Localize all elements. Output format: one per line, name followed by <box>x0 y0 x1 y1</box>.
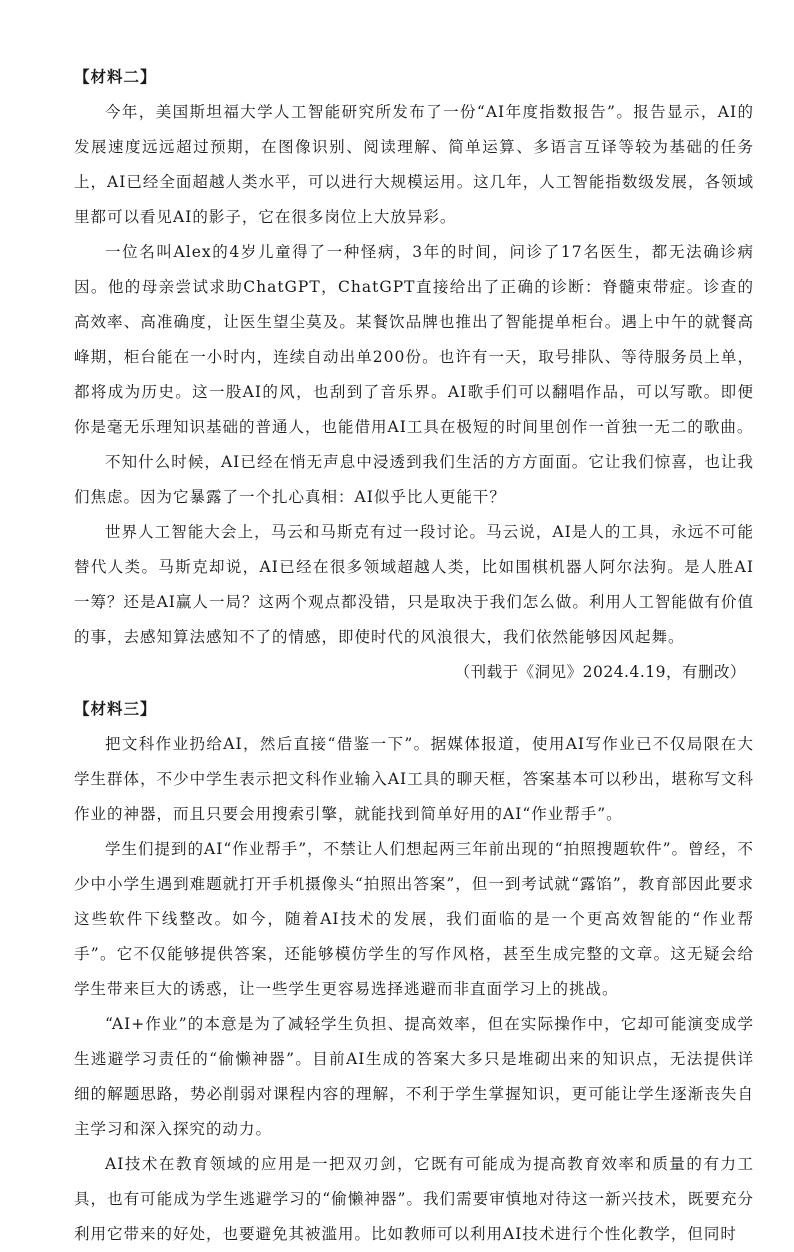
material-three-paragraph-1: 把文科作业扔给AI，然后直接“借鉴一下”。据媒体报道，使用AI写作业已不仅局限在大学生群体，不少中学生表示把文科作业输入AI工具的聊天框，答案基本可以秒出，堪称写文科作业的神器，而且只要会用搜索引擎，就能找到简单好用的AI“作业帮手”。 <box>74 735 754 823</box>
material-three-section <box>74 692 754 1252</box>
material-two-heading: 【材料二】 <box>74 68 157 86</box>
material-three-paragraph-4: AI技术在教育领域的应用是一把双刃剑，它既有可能成为提高教育效率和质量的有力工具，也有可能成为学生逃避学习的“偷懒神器”。我们需要审慎地对待这一新兴技术，既要充分利用它带来的好处，也要避免其被滥用。比如教师可以利用AI技术进行个性化教学，但同时 <box>74 1155 754 1243</box>
material-two-section <box>74 60 754 690</box>
material-two-paragraph-1: 今年，美国斯坦福大学人工智能研究所发布了一份“AI年度指数报告”。报告显示，AI的发展速度远远超过预期，在图像识别、阅读理解、简单运算、多语言互译等较为基础的任务上，AI已经全面超越人类水平，可以进行大规模运用。这几年，人工智能指数级发展，各领域里都可以看见AI的影子，它在很多岗位上大放异彩。 <box>74 103 754 226</box>
material-three-heading: 【材料三】 <box>74 700 157 718</box>
material-two-paragraph-4: 世界人工智能大会上，马云和马斯克有过一段讨论。马云说，AI是人的工具，永远不可能替代人类。马斯克却说，AI已经在很多领域超越人类，比如围棋机器人阿尔法狗。是人胜AI一筹？还是AI赢人一局？这两个观点都没错，只是取决于我们怎么做。利用人工智能做有价值的事，去感知算法感知不了的情感，即使时代的风浪很大，我们依然能够因风起舞。 <box>74 523 754 646</box>
material-two-paragraph-3: 不知什么时候，AI已经在悄无声息中浸透到我们生活的方方面面。它让我们惊喜，也让我们焦虑。因为它暴露了一个扎心真相：AI似乎比人更能干？ <box>74 453 754 506</box>
material-two-paragraph-2: 一位名叫Alex的4岁儿童得了一种怪病，3年的时间，问诊了17名医生，都无法确诊病因。他的母亲尝试求助ChatGPT，ChatGPT直接给出了正确的诊断：脊髓束带症。诊查的高效率、高准确度，让医生望尘莫及。某餐饮品牌也推出了智能提单柜台。遇上中午的就餐高峰期，柜台能在一小时内，连续自动出单200份。也许有一天，取号排队、等待服务员上单，都将成为历史。这一股AI的风，也刮到了音乐界。AI歌手们可以翻唱作品，可以写歌。即便你是毫无乐理知识基础的普通人，也能借用AI工具在极短的时间里创作一首独一无二的歌曲。 <box>74 243 754 436</box>
material-three-paragraph-2: 学生们提到的AI“作业帮手”，不禁让人们想起两三年前出现的“拍照搜题软件”。曾经，不少中小学生遇到难题就打开手机摄像头“拍照出答案”，但一到考试就“露馅”，教育部因此要求这些软件下线整改。如今，随着AI技术的发展，我们面临的是一个更高效智能的“作业帮手”。它不仅能够提供答案，还能够模仿学生的写作风格，甚至生成完整的文章。这无疑会给学生带来巨大的诱惑，让一些学生更容易选择逃避而非直面学习上的挑战。 <box>74 840 755 998</box>
material-two-source: （刊载于《洞见》2024.4.19，有删改） <box>454 663 746 681</box>
material-three-paragraph-3: “AI+作业”的本意是为了减轻学生负担、提高效率，但在实际操作中，它却可能演变成学生逃避学习责任的“偷懒神器”。目前AI生成的答案大多只是堆砌出来的知识点，无法提供详细的解题思路，势必削弱对课程内容的理解，不利于学生掌握知识，更可能让学生逐渐丧失自主学习和深入探究的动力。 <box>74 1015 754 1138</box>
